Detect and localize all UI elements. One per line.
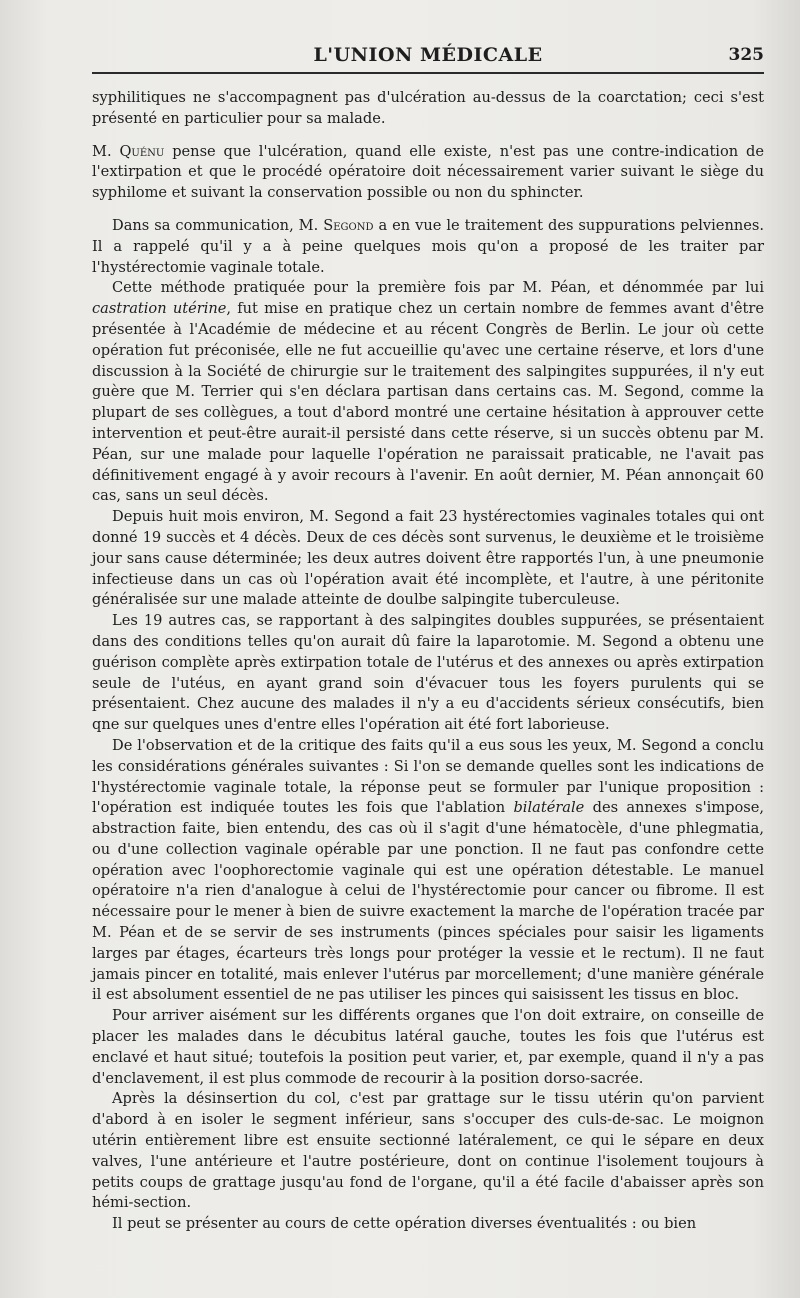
paragraph (92, 1214, 764, 1235)
page-header (92, 44, 764, 74)
paragraph (92, 736, 764, 1006)
author-name: Segond (323, 216, 374, 234)
paragraph (92, 1006, 764, 1089)
paragraph (92, 611, 764, 736)
paragraph (92, 1089, 764, 1214)
body-text (92, 88, 764, 1235)
paragraph-text: syphilitiques ne s'accompagnent pas d'ulcération au-dessus de la coarctation; ceci s'est présenté en particulier pour sa malade. (92, 89, 764, 127)
paragraph-text: Dans sa communication, M. (112, 216, 324, 234)
paragraph-text: Les 19 autres cas, se rapportant à des salpingites doubles suppurées, se présentaient dans des conditions telles qu'on aurait dû faire la laparotomie. M. Segond a obtenu une guérison complète après extirpation totale de l'utérus et des annexes ou après extirpation seule de l'utéus, en ayant grand soin d'évacuer tous les foyers purulents qui se présentaient. Chez aucune des malades il n'y a eu d'accidents sérieux consécutifs, bien qne sur quelques unes d'entre elles l'opération ait été fort laborieuse. (92, 612, 764, 734)
paragraph-text: , fut mise en pratique chez un certain nombre de femmes avant d'être présentée à l'Académie de médecine et au récent Congrès de Berlin. Le jour où cette opération fut préconisée, elle ne fut accueillie qu'avec une certaine réserve, et lors d'une discussion à la Société de chirurgie sur le traitement des salpingites suppurées, il n'y eut guère que M. Terrier qui s'en déclara partisan dans certains cas. M. Segond, comme la plupart de ses collègues, a tout d'abord montré une certaine hésitation à approuver cette intervention et peut-être aurait-il persisté dans cette réserve, si un succès obtenu par M. Péan, sur une malade pour laquelle l'opération ne paraissait praticable, ne l'avait pas définitivement engagé à y avoir recours à l'avenir. En août dernier, M. Péan annonçait 60 cas, sans un seul décès. (92, 300, 764, 505)
running-title: L'UNION MÉDICALE (313, 44, 543, 66)
paragraph-text: Depuis huit mois environ, M. Segond a fait 23 hystérectomies vaginales totales qui ont donné 19 succès et 4 décès. Deux de ces décès sont survenus, le deuxième et le troisième jour sans cause déterminée; les deux autres doivent être rapportés l'un, à une pneumonie infectieuse dans un cas où l'opération avait été incomplète, et l'autre, à une péritonite généralisée sur une malade atteinte de doulbe salpingite tuberculeuse. (92, 508, 764, 609)
paragraph (92, 278, 764, 507)
author-name: Quénu (119, 142, 165, 160)
paragraph-text: Il peut se présenter au cours de cette opération diverses éventualités : ou bien (112, 1215, 697, 1233)
paragraph-text: Après la désinsertion du col, c'est par grattage sur le tissu utérin qu'on parvient d'abord à en isoler le segment inférieur, sans s'occuper des culs-de-sac. Le moignon utérin entièrement libre est ensuite sectionné latéralement, ce qui le sépare en deux valves, l'une antérieure et l'autre postérieure, dont on continue l'isolement toujours à petits coups de grattage jusqu'au fond de l'organe, qu'il a été facile d'abaisser après son hémi-section. (92, 1090, 764, 1212)
header-rule (92, 72, 764, 74)
paragraph (92, 88, 764, 130)
paragraph-text: pense que l'ulcération, quand elle existe, n'est pas une contre-indication de l'extirpation et que le procédé opératoire doit nécessairement varier suivant le siège du syphilome et suivant la conservation possible ou non du sphincter. (92, 142, 764, 202)
paragraph-text: Pour arriver aisément sur les différents organes que l'on doit extraire, on conseille de placer les malades dans le décubitus latéral gauche, toutes les fois que l'utérus est enclavé et haut situé; toutefois la position peut varier, et, par exemple, quand il n'y a pas d'enclavement, il est plus commode de recourir à la position dorso-sacrée. (92, 1007, 764, 1087)
paragraph-text: M. (92, 142, 120, 160)
paragraph (92, 507, 764, 611)
paragraph-text: Cette méthode pratiquée pour la première fois par M. Péan, et dénommée par lui (112, 279, 764, 297)
emphasis-text: bilatérale (513, 799, 585, 817)
page-number: 325 (728, 45, 764, 65)
emphasis-text: castration utérine (92, 300, 227, 318)
paragraph (92, 142, 764, 204)
paragraph-text: De l'observation et de la critique des faits qu'il a eus sous les yeux, M. Segond a conclu les considérations générales suivantes : Si l'on se demande quelles sont les indications de l'hystérectomie vaginale totale, la réponse peut se formuler par l'unique proposition : l'opération est indiquée toutes les fois que l'ablation (92, 736, 764, 817)
paragraph (92, 216, 764, 278)
paragraph-text: des annexes s'impose, abstraction faite, bien entendu, des cas où il s'agit d'une hématocèle, d'une phlegmatia, ou d'une collection vaginale opérable par une ponction. Il ne faut pas confondre cette opération avec l'oophorectomie vaginale qui est une opération détestable. Le manuel opératoire n'a rien d'analogue à celui de l'hystérectomie pour cancer ou fibrome. Il est nécessaire pour le mener à bien de suivre exactement la marche de l'opération tracée par M. Péan et de se servir de ses instruments (pinces spéciales pour saisir les ligaments larges par étages, écarteurs très longs pour protéger la vessie et le rectum). Il ne faut jamais pincer en totalité, mais enlever l'utérus par morcellement; d'une manière générale il est absolument essentiel de ne pas utiliser les pinces qui saisissent les tissus en bloc. (92, 799, 764, 1004)
paragraph-text: a en vue le traitement des suppurations pelviennes. Il a rappelé qu'il y a à peine quelques mois qu'on a proposé de les traiter par l'hystérectomie vaginale totale. (92, 216, 765, 276)
